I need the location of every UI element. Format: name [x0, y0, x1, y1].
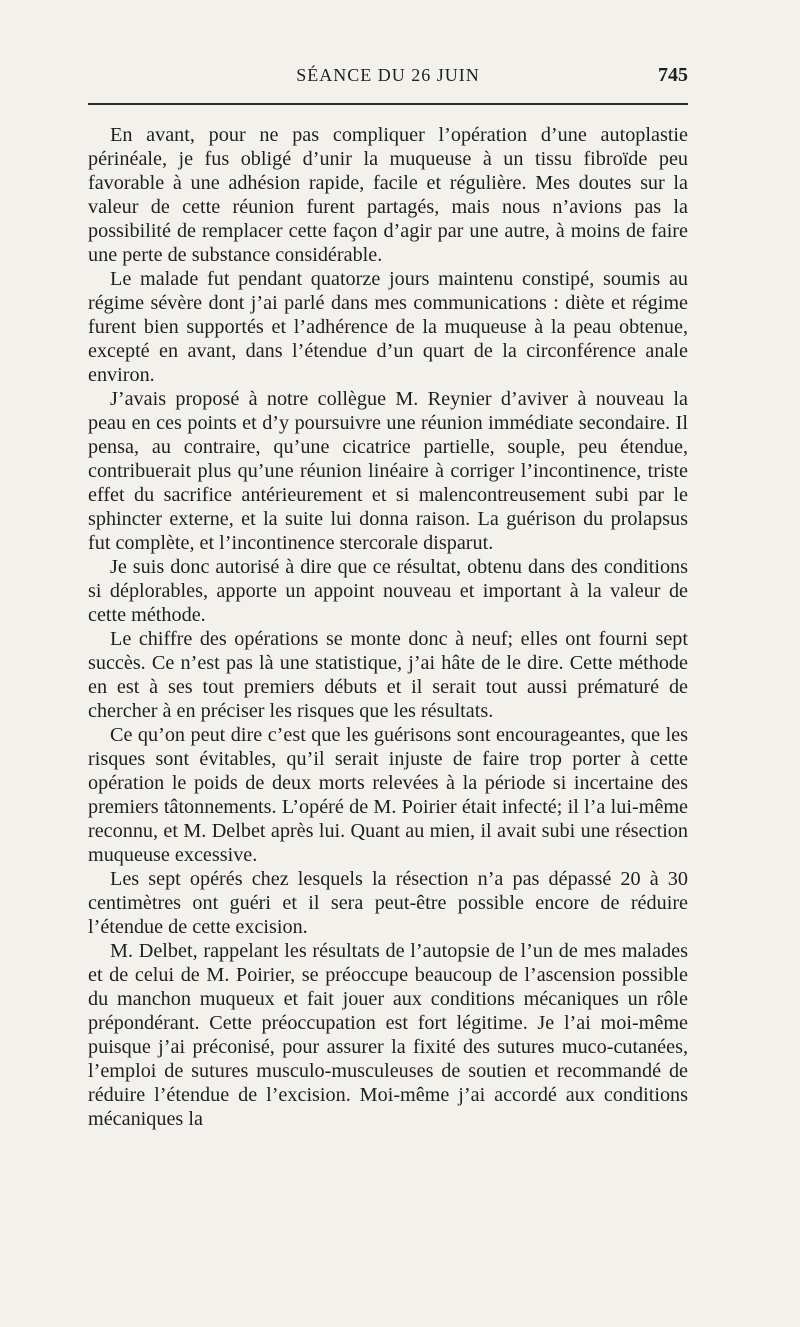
paragraph: En avant, pour ne pas compliquer l’opération d’une autoplastie périnéale, je fus obligé d’unir la muqueuse à un tissu fibroïde peu favorable à une adhésion rapide, facile et régulière. Mes doutes sur la valeur de cette réunion furent partagés, mais nous n’avions pas la possibilité de remplacer cette façon d’agir par une autre, à moins de faire une perte de substance considérable. — [88, 124, 688, 266]
paragraph: Les sept opérés chez lesquels la résection n’a pas dépassé 20 à 30 centimètres ont guéri et il sera peut-être possible encore de réduire l’étendue de cette excision. — [88, 868, 688, 938]
page-header — [88, 62, 688, 92]
paragraph: J’avais proposé à notre collègue M. Reynier d’aviver à nouveau la peau en ces points et d’y poursuivre une réunion immédiate secondaire. Il pensa, au contraire, qu’une cicatrice partielle, souple, peu étendue, contribuerait plus qu’une réunion linéaire à corriger l’incontinence, triste effet du sacrifice antérieurement et si malencontreusement subi par le sphincter externe, et la suite lui donna raison. La guérison du prolapsus fut complète, et l’incontinence stercorale disparut. — [88, 388, 688, 554]
header-rule — [88, 103, 688, 105]
paragraph: M. Delbet, rappelant les résultats de l’autopsie de l’un de mes malades et de celui de M. Poirier, se préoccupe beaucoup de l’ascension possible du manchon muqueux et fait jouer aux conditions mécaniques un rôle prépondérant. Cette préoccupation est fort légitime. Je l’ai moi-même puisque j’ai préconisé, pour assurer la fixité des sutures muco-cutanées, l’emploi de sutures musculo-musculeuses de soutien et recommandé de réduire l’étendue de l’excision. Moi-même j’ai accordé aux conditions mécaniques la — [88, 940, 688, 1130]
running-head: SÉANCE DU 26 JUIN — [296, 65, 480, 85]
paragraph: Ce qu’on peut dire c’est que les guérisons sont encourageantes, que les risques sont évitables, qu’il serait injuste de faire trop porter à cette opération le poids de deux morts relevées à la période si incertaine des premiers tâtonnements. L’opéré de M. Poirier était infecté; il l’a lui-même reconnu, et M. Delbet après lui. Quant au mien, il avait subi une résection muqueuse excessive. — [88, 724, 688, 866]
paragraph: Le chiffre des opérations se monte donc à neuf; elles ont fourni sept succès. Ce n’est pas là une statistique, j’ai hâte de le dire. Cette méthode en est à ses tout premiers débuts et il serait tout aussi prématuré de chercher à en préciser les risques que les résultats. — [88, 628, 688, 722]
body-text — [88, 123, 688, 1131]
paragraph: Le malade fut pendant quatorze jours maintenu constipé, soumis au régime sévère dont j’ai parlé dans mes communications : diète et régime furent bien supportés et l’adhérence de la muqueuse à la peau obtenue, excepté en avant, dans l’étendue d’un quart de la circonférence anale environ. — [88, 268, 688, 386]
page-number: 745 — [658, 64, 688, 86]
paragraph: Je suis donc autorisé à dire que ce résultat, obtenu dans des conditions si déplorables, apporte un appoint nouveau et important à la valeur de cette méthode. — [88, 556, 688, 626]
